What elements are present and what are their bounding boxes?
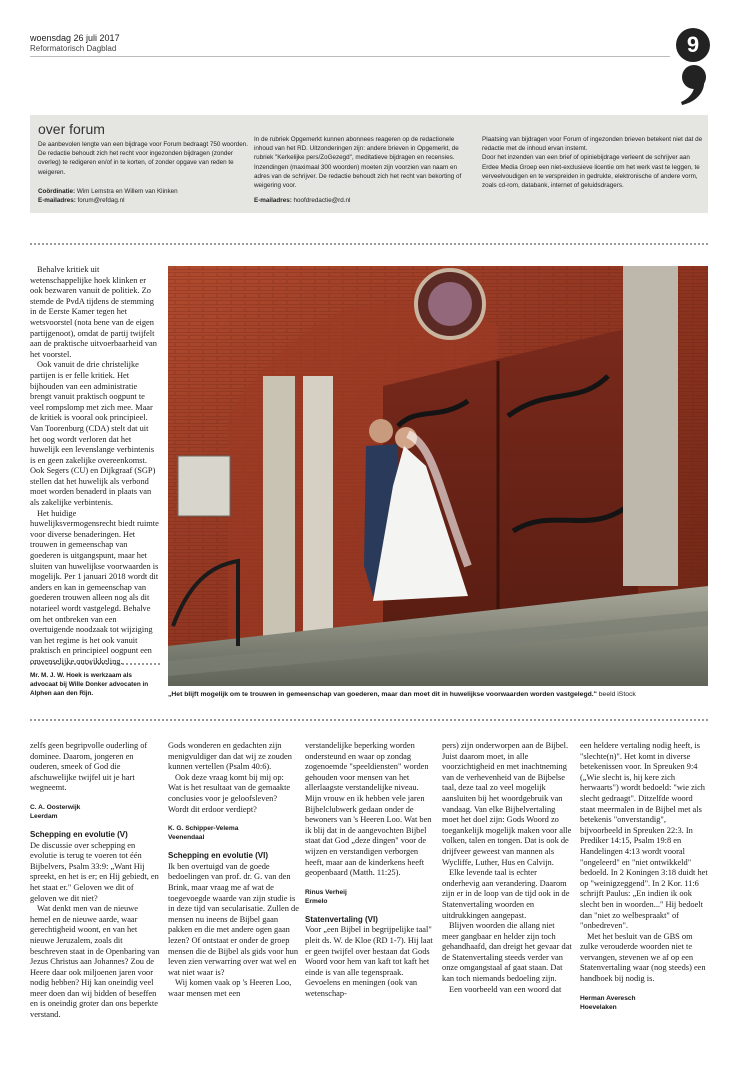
letter-paragraph: Met het besluit van de GBS om zulke verouderde woorden niet te vervangen, stevenen we af op een Statenvertaling waar (nog steeds) een handboek bij nodig is.: [580, 931, 706, 984]
letter-paragraph: pers) zijn onderworpen aan de Bijbel. Juist daarom moet, in alle voorzichtigheid en met inachtneming van de verhevenheid van de Bijbelse taal, deze taal zo veel mogelijk aansluiten bij het woordgebruik van vandaag. Van elke Bijbelvertaling moet het doel zijn: Gods Woord zo toegankelijk mogelijk maken voor alle volken, talen en tongen. Dat is ook de drijfveer geweest van mannen als Wycliffe, Luther, Hus en Calvijn.: [442, 741, 572, 867]
letter-paragraph: zelfs geen begripvolle ouderling of dominee. Daarom, jongeren en ouderen, smeek of God die afschuwelijke twijfel uit je hart wegneemt.: [30, 741, 148, 793]
article-paragraph: Behalve kritiek uit wetenschappelijke hoek klinken er ook bezwaren vanuit de politiek. Zo stemde de PvdA tijdens de stemming in de Eerste Kamer tegen het wetsvoorstel (nota bene van de eigen partijgenoot), omdat de partij twijfelt aan de praktische uitvoerbaarheid van het voorstel.: [30, 265, 157, 359]
placement-text: Plaatsing van bijdragen voor Forum of ingezonden brieven betekent niet dat de redactie met de inhoud ervan instemt.: [482, 136, 703, 153]
forum-length-text: De aanbevolen lengte van een bijdrage voor Forum bedraagt 750 woorden. De redactie behoudt zich het recht voor ingezonden bijdragen (zonder overleg) te redigeren en/of in te korten, of zonder opgave van reden te weigeren.: [38, 141, 249, 176]
photo-credit: beeld iStock: [598, 691, 636, 698]
letter-paragraph: Een voorbeeld van een woord dat: [449, 984, 562, 994]
letter-paragraph: Ik ben overtuigd van de goede bedoelingen van prof. dr. G. van den Brink, maar vraag me af wat de toegevoegde waarde van zijn studie is in deze tijd van secularisatie. Zullen de mensen nu ineens de Bijbel gaan pakken en die met andere ogen gaan lezen? Of ontstaat er onder de groep mensen die de Bijbel als gids voor hun leven zien verwarring over wat wel en wat niet waar is?: [168, 861, 299, 977]
letter-signature: Ermelo: [305, 897, 328, 905]
letters-column-1: [30, 741, 160, 1021]
page-number: 9: [676, 28, 710, 62]
email-label: E-mailadres:: [254, 197, 292, 205]
letter-paragraph: Voor „een Bijbel in begrijpelijke taal" pleit ds. W. de Kloe (RD 1-7). Hij laat er geen twijfel over bestaan dat Gods Woord voor hem van kaft tot kaft het einde is van alle tegenspraak. Gevoelens en meningen (ook van wetenschap-: [305, 925, 433, 998]
letter-signature: Herman Averesch: [580, 994, 636, 1002]
spacer: [305, 879, 436, 888]
email-line: [254, 196, 469, 205]
coordination-line: [38, 187, 256, 196]
spacer: [30, 821, 160, 830]
letter-heading: Schepping en evolutie (VI): [168, 851, 269, 861]
forum-title: over forum: [38, 121, 105, 137]
forum-info-column-3: [482, 135, 704, 190]
letter-paragraph: een heldere vertaling nodig heeft, is "slechte(n)". Het komt in diverse betekenissen voor. In Spreuken 9:4 („Wie slecht is, hij kere zich herwaarts") wordt bedoeld: "wie zich slecht gedraagt". Ditzelfde woord staat meermalen in de Bijbel met als betekenis "onverstandig", bijvoorbeeld in Spreuken 22:3. In Prediker 14:15, Psalm 19:8 en Handelingen 4:13 wordt vooral "ongeleerd" en "niet ontwikkeld" bedoeld. In 2 Koningen 3:18 duidt het op "weinigzeggend". In 2 Kor. 11:6 schrijft Paulus: „En indien ik ook slecht ben in woorden..." Hij bedoelt dan "niet zo welbespraakt" of "onbedreven".: [580, 741, 708, 931]
issue-date: woensdag 26 juli 2017: [30, 33, 120, 43]
letter-paragraph: De discussie over schepping en evolutie is terug te voeren tot één Bijbelvers, Psalm 33:9: „Want Hij spreekt, en het is er; en Hij gebiedt, en het staat er." Geloven we dit of geloven we dit niet?: [30, 840, 159, 903]
license-text: Door het inzenden van een brief of opiniebijdrage verleent de schrijver aan Erdee Media Groep een niet-exclusieve licentie om het werk vast te leggen, te verveelvoudigen en te verspreiden in gedrukte, elektronische of andere vorm, zoals cd-rom, databank, internet of geluidsdragers.: [482, 154, 700, 190]
letters-column-2: [168, 741, 299, 999]
author-note: Mr. M. J. W. Hoek is werkzaam als advocaat bij Wille Donker advocaten in Alphen aan den Rijn.: [30, 672, 149, 697]
coordination-label: Coördinatie:: [38, 187, 76, 195]
wedding-photo: [168, 266, 708, 686]
letters-column-4: [442, 741, 573, 995]
opgemerkt-text: In de rubriek Opgemerkt kunnen abonnees reageren op de redactionele inhoud van het RD. Uitzonderingen zijn: andere brieven in Opgemerkt, de rubriek "Kerkelijke pers/ZoGezegd", meditatieve bijdragen en recensies. Inzendingen (maximaal 300 woorden) moeten zijn voorzien van naam en adres van de schrijver. De redactie behoudt zich het recht van bekorting of weigering voor.: [254, 136, 462, 190]
comma-logo-icon: [676, 64, 708, 106]
editor-email-link[interactable]: hoofdredactie@rd.nl: [293, 197, 351, 205]
letters-column-5: [580, 741, 710, 1012]
letter-signature: K. G. Schipper-Velema: [168, 825, 239, 833]
email-label: E-mailadres:: [38, 197, 76, 205]
spacer: [168, 842, 299, 851]
letter-signature: Hoevelaken: [580, 1003, 617, 1011]
spacer: [30, 794, 160, 803]
caption-text: „Het blijft mogelijk om te trouwen in gemeenschap van goederen, maar dan moet dit in huwelijkse voorwaarden worden vastgelegd.": [168, 691, 597, 698]
article-paragraph: Ook vanuit de drie christelijke partijen is er felle kritiek. Het bijhouden van een administratie brengt vanuit praktisch oogpunt te veel rompslomp met zich mee. Maar de kritiek is vooral ook principieel. Van Toorenburg (CDA) stelt dat uit het oog wordt verloren dat het huwelijk een levenslange verbintenis is en geen zakelijke overeenkomst. Ook Segers (CU) en Dijkgraaf (SGP) stellen dat het huwelijk als verbond moet worden benaderd in plaats van als zakelijke verbintenis.: [30, 360, 156, 508]
letter-signature: Veenendaal: [168, 834, 205, 842]
header-rule: [30, 56, 670, 57]
forum-info-column-1: [38, 140, 256, 205]
letter-paragraph: Wij komen vaak op 's Heeren Loo, waar mensen met een: [168, 978, 292, 998]
spacer: [168, 815, 299, 824]
letters-column-3: [305, 741, 436, 999]
letter-heading: Schepping en evolutie (V): [30, 829, 128, 839]
section-divider: [30, 243, 708, 245]
letter-heading: Statenvertaling (VI): [305, 914, 378, 924]
letter-paragraph: verstandelijke beperking worden ondersteund en waar op zondag zogenoemde "speeldiensten" worden gehouden voor mensen van het allerlaagste verstandelijke niveau. Mijn vrouw en ik hebben vele jaren Bijbelclubwerk gedaan onder de bewoners van 's Heeren Loo. Wat ben ik blij dat in de aangevochten Bijbel staat dat God „deze dingen" voor de wijzen en verstandigen verborgen heeft, maar aan de kinderkens heeft geopenbaard (Matth. 11:25).: [305, 741, 432, 878]
letter-paragraph: Wat denkt men van de nieuwe hemel en de nieuwe aarde, waar gerechtigheid woont, en van het nieuwe Jeruzalem, zoals dit beschreven staat in de Openbaring van Jezus Christus aan Johannes? Zou de Heere daar ook miljoenen jaren voor nodig hebben? Hij kan oneindig veel meer doen dan wij bidden of beseffen en is oneindig groter dan ons beperkte verstand.: [30, 904, 160, 1020]
newspaper-name: Reformatorisch Dagblad: [30, 44, 117, 53]
article-continuation: [30, 265, 160, 668]
letter-signature: C. A. Oosterwijk: [30, 803, 81, 811]
letter-signature: Leerdam: [30, 812, 58, 820]
forum-info-box: [30, 115, 708, 213]
section-divider: [30, 719, 708, 721]
letter-signature: Rinus Verheij: [305, 888, 347, 896]
forum-info-column-2: [254, 135, 469, 205]
coordination-value: Wim Lemstra en Willem van Klinken: [76, 187, 178, 195]
forum-email-link[interactable]: forum@refdag.nl: [77, 197, 125, 205]
article-paragraph: Het huidige huwelijksvermogensrecht biedt ruimte voor diverse benaderingen. Het trouwen in gemeenschap van goederen is uitgangspunt, maar het sluiten van huwelijkse voorwaarden is mogelijk. Per 1 januari 2018 wordt dit anders en kan in gemeenschap van goederen trouwen alleen nog als dit notarieel wordt vastgelegd. Behalve om het ontbreken van een overtuigende noodzaak tot wijziging van het regime is het ook vanuit praktisch en principieel oogpunt een onwenselijke ontwikkeling.: [30, 508, 159, 666]
letter-paragraph: Blijven woorden die allang niet meer gangbaar en helder zijn toch gehandhaafd, dan dreigt het gevaar dat de Statenvertaling steeds verder van onze omgangstaal af gaat staan. Dat kan toch niemands bedoeling zijn.: [442, 921, 572, 984]
spacer: [305, 906, 436, 915]
spacer: [580, 985, 710, 994]
letter-paragraph: Ook deze vraag komt bij mij op: Wat is het resultaat van de gemaakte conclusies voor je geloofsleven? Wordt dit erdoor verdiept?: [168, 772, 291, 814]
email-line: [38, 196, 256, 205]
letter-paragraph: Elke levende taal is echter onderhevig aan verandering. Daarom zijn er in de loop van de tijd ook in de Statenvertaling woorden en uitdrukkingen aangepast.: [442, 868, 570, 920]
photo-caption: [168, 690, 708, 699]
letter-paragraph: Gods wonderen en gedachten zijn menigvuldiger dan dat wij ze zouden kunnen vertellen (Psalm 40:6).: [168, 741, 292, 772]
church-wedding-image: [168, 266, 708, 686]
